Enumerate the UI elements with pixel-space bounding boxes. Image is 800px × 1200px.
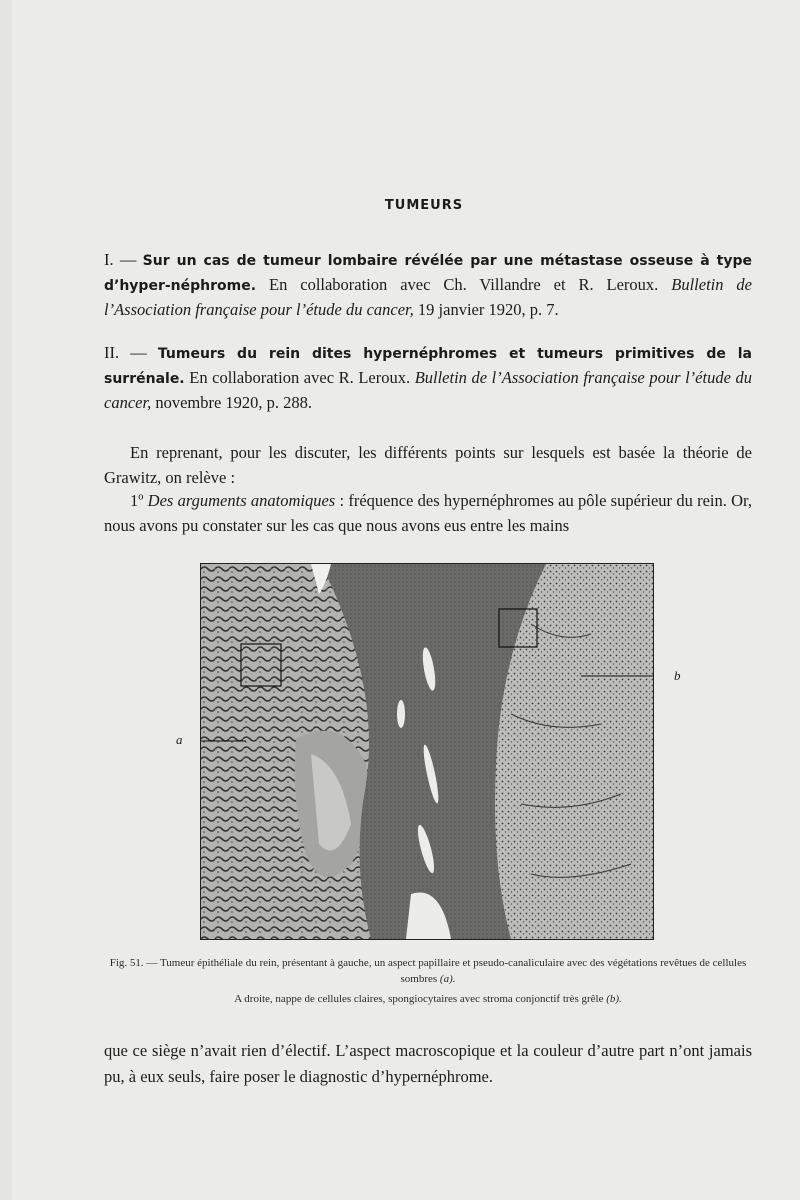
caption-line-2-ref: (b).	[606, 993, 622, 1005]
paragraph-2-ordinal: 1º	[130, 491, 144, 510]
reference-1-authors: En collaboration avec Ch. Villandre et R. Leroux.	[268, 275, 659, 294]
paragraph-3: que ce siège n’avait rien d’électif. L’aspect macroscopique et la couleur d’autre part n’ont jamais pu, à eux seuls, faire poser le diagnostic d’hypernéphrome.	[104, 1041, 752, 1086]
paragraph-2-text: : fréquence des hypernéphromes au pôle supérieur du rein. Or, nous avons pu constater sur les cas que nous avons eus entre les mains	[104, 491, 753, 535]
figure-label-b: b	[674, 668, 681, 683]
reference-2-journal: Bulletin de l’Association française pour l’étude du cancer,	[104, 368, 752, 412]
section-title: TUMEURS	[384, 198, 464, 213]
reference-2-title: Tumeurs du rein dites hypernéphromes et tumeurs primitives de la surrénale.	[104, 346, 753, 387]
reference-1	[104, 248, 752, 322]
caption-line-2-text: A droite, nappe de cellules claires, spongiocytaires avec stroma conjonctif très grêle	[234, 993, 604, 1005]
histology-illustration	[201, 564, 653, 939]
reference-1-details: 19 janvier 1920, p. 7.	[417, 300, 559, 319]
caption-line-1-ref: (a).	[439, 973, 456, 985]
reference-1-number: I. —	[104, 250, 137, 269]
reference-2	[104, 341, 752, 415]
paragraph-1: En reprenant, pour les discuter, les différents points sur lesquels est basée la théorie de Grawitz, on relève :	[104, 443, 752, 487]
reference-1-journal: Bulletin de l’Association française pour l’étude du cancer,	[104, 275, 752, 319]
reference-2-number: II. —	[104, 343, 147, 362]
reference-1-title: Sur un cas de tumeur lombaire révélée par une métastase osseuse à type d’hyper-néphrome.	[104, 253, 753, 294]
paragraph-2	[104, 488, 752, 538]
caption-line-1-text: Fig. 51. — Tumeur épithéliale du rein, présentant à gauche, un aspect papillaire et pseudo-canaliculaire avec des végétations revêtues de cellules sombres	[109, 957, 747, 985]
figure-label-a: a	[176, 732, 183, 747]
reference-2-details: novembre 1920, p. 288.	[155, 393, 313, 412]
histology-figure	[200, 563, 654, 940]
reference-2-authors: En collaboration avec R. Leroux.	[189, 368, 411, 387]
figure-caption-line-2	[104, 991, 752, 1007]
figure-caption-line-1	[104, 955, 752, 987]
paragraph-2-emphasis: Des arguments anatomiques	[147, 491, 336, 510]
